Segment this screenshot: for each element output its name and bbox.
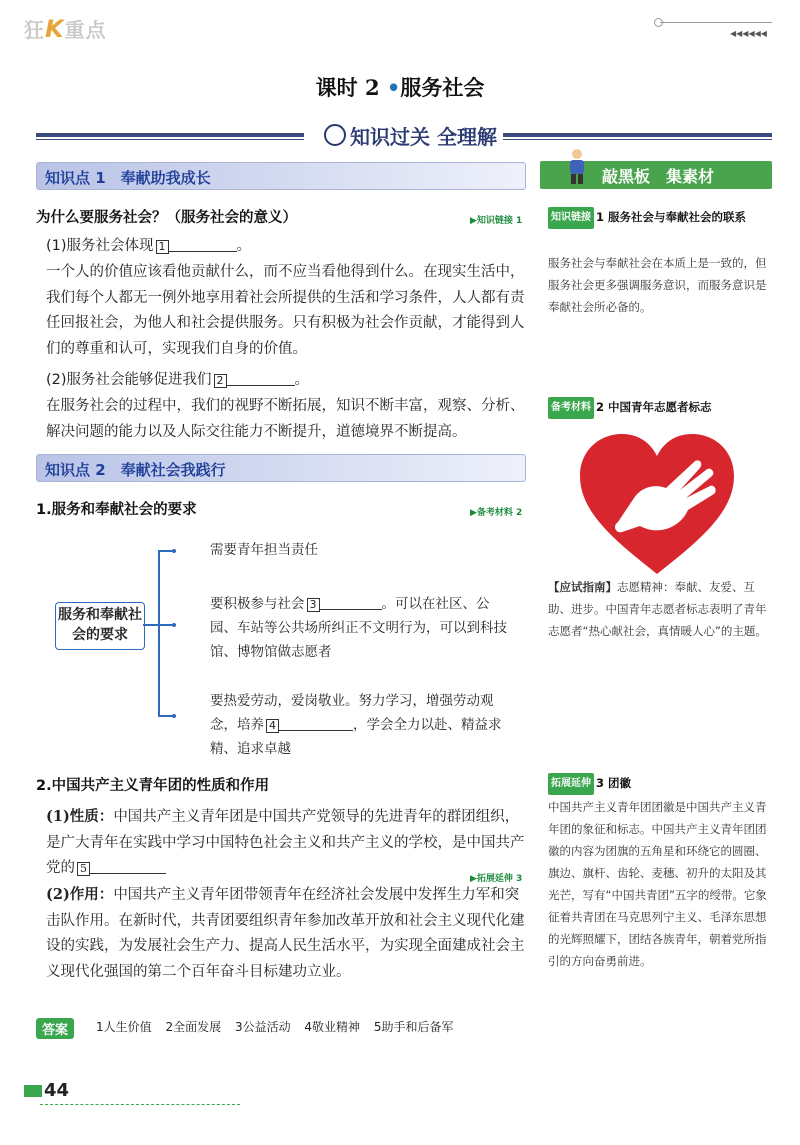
item-2: (2)服务社会能够促进我们 2 。: [46, 372, 310, 388]
mindmap-branch-2: 要积极参与社会 3 。可以在社区、公园、车站等公共场所纠正不文明行为，可以到科技馆、博物馆做志愿者: [210, 596, 507, 660]
sidebar-entry-3-body: 中国共产主义青年团团徽是中国共产主义青年团的象征和标志。中国共产主义青年团团徽的内容为团旗的五角星和环绕它的圆圈、旗边、旗杆、齿轮、麦穗、初升的太阳及其光芒，写有“中国共青团”五字的绶带。它象征着共青团在马克思列宁主义、毛泽东思想的光辉照耀下，团结各族青年，朝着党所指引的方向奋勇前进。: [548, 800, 767, 968]
section-banner: 知识过关 全理解: [318, 121, 503, 150]
item-1: (1)服务社会体现 1 。: [46, 238, 252, 254]
mindmap-dot: [172, 623, 176, 627]
knowledge-point-2-header: 知识点 2 奉献社会我践行: [36, 454, 526, 482]
answers-list: [96, 1018, 464, 1035]
paragraph-2: 在服务社会的过程中，我们的视野不断拓展，知识不断丰富，观察、分析、解决问题的能力以及人际交往能力不断提升，道德境界不断提高。: [46, 398, 525, 440]
role-paragraph: (2)作用：中国共产主义青年团带领青年在经济社会发展中发挥生力军和突击队作用。在新时代，共青团要组织青年参加改革开放和社会主义现代化建设的实践，为发展社会生产力、提高人民生活水平，为实现全面建成社会主义现代化强国的第二个百年奋斗目标建功立业。: [46, 886, 525, 980]
page-number: 44: [24, 1080, 69, 1101]
banner-rule-right: [500, 133, 772, 137]
sidebar-entry-3-title: 拓展延伸 3 团徽: [548, 772, 770, 795]
volunteer-heart-logo: [574, 428, 740, 576]
mindmap-branch-3: 要热爱劳动，爱岗敬业。努力学习，增强劳动观念，培养 4 ，学会全力以赴、精益求精、追求卓越: [210, 693, 502, 757]
extension-tag: ▶拓展延伸 3: [470, 874, 523, 884]
answer-blank-2: [227, 371, 295, 386]
answer-item: 5助手和后备军: [373, 1020, 454, 1034]
answer-item: 3公益活动: [234, 1020, 291, 1034]
answer-item: 4敬业精神: [304, 1020, 361, 1034]
knowledge-link-tag: ▶知识链接 1: [470, 216, 523, 226]
answer-item: 2全面发展: [165, 1020, 222, 1034]
banner-rule-left: [36, 133, 304, 137]
sidebar-header: 敲黑板 集素材: [540, 161, 772, 189]
sidebar-entry-2-guide: 【应试指南】志愿精神：奉献、友爱、互助、进步。中国青年志愿者标志表明了青年志愿者“热心献社会，真情暖人心”的主题。: [548, 580, 767, 638]
answer-blank-3: [320, 595, 382, 610]
sidebar-entry-1-title: 知识链接 1 服务社会与奉献社会的联系: [548, 206, 770, 229]
sidebar-entry-2-title: 备考材料 2 中国青年志愿者标志: [548, 396, 770, 419]
mindmap-dot: [172, 549, 176, 553]
exam-material-tag: ▶备考材料 2: [470, 508, 523, 518]
mindmap-connector: [143, 624, 159, 626]
footer-rule: [40, 1104, 240, 1105]
sidebar-entry-1-body: 服务社会与奉献社会在本质上是一致的，但服务社会更多强调服务意识，而服务意识是奉献社会所必备的。: [548, 256, 767, 314]
answer-item: 1人生价值: [96, 1020, 152, 1034]
answer-blank-1: [169, 237, 237, 252]
banner-rule-right-thin: [500, 139, 772, 140]
answer-blank-5: [90, 859, 166, 874]
subheading-2: 2.中国共产主义青年团的性质和作用: [36, 778, 270, 794]
nature-paragraph: (1)性质：中国共产主义青年团是中国共产党领导的先进青年的群团组织，是广大青年在实践中学习中国特色社会主义和共产主义的学校，是中国共产党的 5: [46, 808, 525, 876]
mindmap-trunk: [158, 550, 160, 716]
page-title: 课时 2 •服务社会: [315, 75, 485, 100]
teacher-icon: [566, 148, 588, 184]
mindmap-branch-1: 需要青年担当责任: [210, 542, 318, 558]
mindmap-center-node: 服务和奉献社会的要求: [55, 602, 145, 650]
refresh-icon: [324, 124, 346, 146]
answer-blank-4: [279, 716, 353, 731]
subheading-1: 1.服务和奉献社会的要求: [36, 502, 197, 518]
banner-rule-left-thin: [36, 139, 304, 140]
paragraph-1: 一个人的价值应该看他贡献什么，而不应当看他得到什么。在现实生活中，我们每个人都无一例外地享用着社会所提供的生活和学习条件，人人都有责任回报社会，为他人和社会提供服务。只有积极为社会作贡献，才能得到人们的尊重和认可，实现我们自身的价值。: [46, 264, 525, 357]
brand-logo: 狂K重点: [24, 15, 107, 43]
answers-label: 答案: [36, 1018, 74, 1039]
header-rule: [660, 22, 772, 23]
header-arrows: ◀◀◀◀◀◀: [730, 29, 767, 38]
question-heading: 为什么要服务社会？（服务社会的意义）: [36, 210, 297, 226]
knowledge-point-1-header: 知识点 1 奉献助我成长: [36, 162, 526, 190]
page-marker-icon: [24, 1085, 42, 1097]
mindmap-dot: [172, 714, 176, 718]
